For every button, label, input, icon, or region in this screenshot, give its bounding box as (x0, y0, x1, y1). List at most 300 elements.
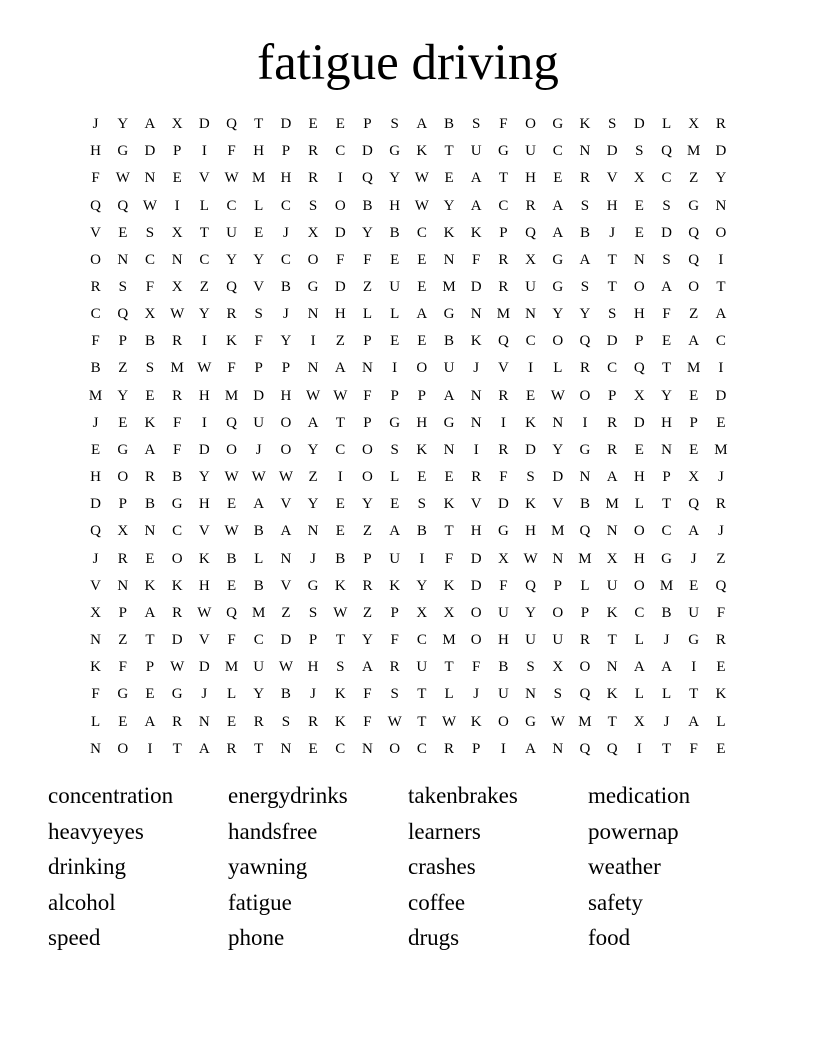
grid-letter: V (497, 360, 509, 377)
grid-letter: W (115, 170, 130, 187)
grid-letter: Q (226, 604, 237, 621)
grid-letter: B (579, 496, 590, 513)
grid-letter: I (528, 360, 534, 377)
grid-letter: K (334, 577, 346, 594)
grid-letter: Q (688, 251, 700, 268)
grid-letter: E (634, 224, 644, 241)
grid-letter: A (470, 170, 482, 187)
grid-letter: E (390, 333, 400, 350)
grid-letter: Z (199, 279, 209, 296)
grid-letter: N (606, 523, 618, 540)
grid-letter: D (633, 116, 645, 133)
grid-letter: X (633, 170, 645, 187)
grid-letter: E (335, 523, 345, 540)
grid-letter: J (663, 713, 670, 730)
word-list-item: crashes (408, 854, 476, 880)
grid-letter: O (362, 469, 373, 486)
grid-letter: O (525, 116, 537, 133)
grid-letter: E (716, 740, 726, 757)
grid-letter: R (525, 197, 536, 214)
grid-letter: Z (335, 333, 345, 350)
grid-letter: E (390, 496, 400, 513)
grid-letter: W (333, 604, 348, 621)
grid-letter: Q (226, 116, 237, 133)
grid-letter: Y (307, 496, 319, 513)
grid-letter: B (362, 197, 373, 214)
word-list-item: powernap (588, 818, 679, 844)
grid-letter: T (716, 279, 726, 296)
grid-letter: M (224, 659, 239, 676)
grid-letter: I (718, 360, 724, 377)
grid-letter: P (689, 414, 698, 431)
grid-letter: H (198, 577, 210, 594)
grid-letter: N (443, 251, 455, 268)
grid-letter: A (144, 604, 156, 621)
grid-letter: G (552, 279, 564, 296)
grid-letter: O (117, 740, 129, 757)
grid-letter: P (281, 143, 291, 160)
grid-letter: H (606, 197, 618, 214)
grid-letter: S (390, 441, 399, 458)
grid-letter: K (334, 713, 346, 730)
grid-letter: D (280, 632, 292, 649)
grid-letter: H (525, 523, 537, 540)
grid-letter: Y (579, 306, 591, 323)
grid-letter: P (580, 604, 590, 621)
grid-letter: C (607, 360, 618, 377)
grid-letter: C (525, 333, 536, 350)
grid-letter: E (716, 659, 726, 676)
grid-letter: L (634, 632, 644, 649)
grid-letter: I (392, 360, 398, 377)
grid-letter: R (498, 387, 509, 404)
grid-letter: Y (117, 387, 129, 404)
grid-letter: N (307, 523, 319, 540)
grid-letter: L (91, 713, 101, 730)
grid-letter: F (363, 686, 372, 703)
grid-letter: E (145, 686, 155, 703)
grid-letter: U (606, 577, 618, 594)
grid-letter: C (416, 632, 427, 649)
grid-letter: A (688, 523, 700, 540)
grid-letter: D (606, 143, 618, 160)
grid-letter: E (634, 441, 644, 458)
grid-letter: Z (689, 306, 699, 323)
grid-letter: W (224, 170, 239, 187)
grid-letter: I (174, 197, 180, 214)
grid-letter: I (691, 659, 697, 676)
grid-letter: Z (716, 550, 726, 567)
grid-letter: S (417, 496, 427, 513)
grid-letter: N (362, 360, 373, 377)
grid-letter: Z (362, 279, 373, 296)
grid-letter: H (253, 143, 265, 160)
grid-letter: H (416, 414, 428, 431)
grid-letter: F (716, 604, 726, 621)
grid-letter: Q (362, 170, 373, 187)
grid-letter: P (417, 387, 427, 404)
grid-letter: B (335, 550, 346, 567)
grid-row (82, 192, 735, 219)
grid-letter: A (470, 197, 482, 214)
grid-letter: H (280, 170, 292, 187)
grid-letter: J (717, 523, 724, 540)
grid-letter: R (715, 496, 726, 513)
grid-letter: L (580, 577, 590, 594)
grid-letter: N (90, 632, 102, 649)
grid-letter: C (498, 197, 509, 214)
grid-letter: I (500, 740, 506, 757)
grid-letter: N (117, 251, 129, 268)
grid-letter: Q (661, 143, 672, 160)
grid-letter: H (497, 632, 509, 649)
grid-letter: E (689, 441, 699, 458)
grid-letter: X (117, 523, 129, 540)
grid-letter: Q (579, 333, 591, 350)
grid-letter: G (117, 441, 129, 458)
grid-letter: A (280, 523, 292, 540)
grid-letter: R (90, 279, 101, 296)
grid-letter: L (390, 306, 400, 323)
grid-letter: A (552, 197, 564, 214)
grid-letter: F (363, 251, 372, 268)
grid-letter: E (226, 577, 237, 594)
grid-letter: E (118, 414, 128, 431)
grid-letter: O (117, 469, 129, 486)
grid-letter: Q (606, 740, 618, 757)
grid-row (82, 573, 735, 600)
grid-letter: Y (362, 632, 373, 649)
word-list-item: fatigue (228, 889, 292, 915)
grid-letter: V (198, 523, 210, 540)
grid-letter: Y (552, 306, 564, 323)
grid-letter: U (525, 279, 537, 296)
grid-letter: M (714, 441, 728, 458)
grid-letter: J (717, 469, 724, 486)
grid-letter: S (607, 116, 617, 133)
grid-letter: N (117, 577, 129, 594)
grid-letter: N (443, 441, 455, 458)
grid-letter: F (118, 659, 127, 676)
grid-letter: J (690, 550, 697, 567)
grid-letter: Q (579, 686, 591, 703)
grid-letter: N (144, 170, 156, 187)
grid-letter: P (254, 360, 263, 377)
grid-letter: N (198, 713, 210, 730)
grid-letter: S (254, 306, 263, 323)
grid-letter: R (607, 441, 618, 458)
grid-letter: F (91, 333, 100, 350)
grid-letter: T (172, 740, 182, 757)
grid-letter: U (525, 632, 537, 649)
grid-letter: B (444, 116, 455, 133)
grid-letter: V (198, 170, 210, 187)
grid-letter: J (663, 632, 670, 649)
grid-letter: M (224, 387, 239, 404)
word-list-item: drinking (48, 854, 126, 880)
grid-letter: O (552, 604, 564, 621)
grid-row (82, 708, 735, 735)
grid-letter: J (282, 306, 289, 323)
grid-letter: D (715, 143, 727, 160)
grid-letter: L (634, 686, 644, 703)
grid-letter: P (363, 550, 372, 567)
grid-letter: M (88, 387, 103, 404)
grid-letter: Q (688, 496, 700, 513)
grid-letter: M (496, 306, 511, 323)
grid-letter: E (308, 740, 318, 757)
grid-letter: I (419, 550, 425, 567)
grid-letter: R (607, 414, 618, 431)
grid-letter: F (363, 713, 372, 730)
grid-letter: E (689, 577, 699, 594)
grid-letter: N (280, 740, 292, 757)
grid-letter: A (362, 659, 373, 676)
word-list-item: learners (408, 818, 481, 844)
grid-letter: W (278, 469, 293, 486)
grid-letter: U (416, 659, 428, 676)
grid-letter: U (389, 279, 401, 296)
grid-letter: Q (525, 224, 537, 241)
grid-letter: C (199, 251, 210, 268)
grid-letter: B (90, 360, 101, 377)
grid-letter: O (280, 441, 292, 458)
grid-letter: X (606, 550, 618, 567)
grid-letter: L (716, 713, 726, 730)
grid-letter: V (90, 224, 102, 241)
grid-letter: B (444, 333, 455, 350)
grid-letter: Q (117, 306, 129, 323)
grid-letter: F (444, 550, 454, 567)
grid-letter: H (389, 197, 401, 214)
grid-letter: K (144, 414, 156, 431)
grid-letter: C (335, 143, 346, 160)
grid-letter: R (308, 143, 319, 160)
grid-letter: W (387, 713, 402, 730)
grid-letter: J (255, 441, 262, 458)
grid-letter: S (472, 116, 481, 133)
grid-letter: F (499, 116, 508, 133)
grid-letter: E (716, 414, 726, 431)
grid-letter: O (552, 333, 564, 350)
grid-letter: U (443, 360, 455, 377)
grid-letter: R (715, 116, 726, 133)
grid-letter: G (497, 143, 509, 160)
grid-letter: U (470, 143, 482, 160)
grid-letter: K (171, 577, 183, 594)
grid-letter: I (201, 143, 207, 160)
grid-letter: L (661, 116, 672, 133)
grid-letter: C (172, 523, 183, 540)
grid-letter: Y (198, 306, 210, 323)
grid-letter: K (470, 224, 482, 241)
grid-letter: K (443, 577, 455, 594)
grid-letter: X (688, 116, 700, 133)
grid-letter: Z (689, 170, 699, 187)
grid-letter: Q (525, 577, 537, 594)
grid-letter: P (363, 116, 372, 133)
grid-letter: C (416, 740, 427, 757)
grid-letter: E (417, 469, 427, 486)
grid-letter: W (278, 659, 293, 676)
grid-letter: P (281, 360, 291, 377)
grid-letter: T (444, 659, 454, 676)
grid-letter: G (389, 143, 401, 160)
grid-letter: F (363, 387, 372, 404)
grid-letter: I (500, 414, 506, 431)
grid-letter: F (91, 170, 100, 187)
grid-row (82, 681, 735, 708)
grid-letter: E (444, 170, 454, 187)
grid-letter: A (144, 713, 156, 730)
grid-letter: T (335, 632, 345, 649)
grid-letter: J (282, 224, 289, 241)
grid-letter: X (525, 251, 537, 268)
grid-letter: U (525, 143, 537, 160)
grid-letter: W (224, 469, 239, 486)
grid-letter: A (334, 360, 346, 377)
grid-letter: E (689, 387, 699, 404)
grid-letter: B (661, 604, 672, 621)
grid-letter: C (416, 224, 427, 241)
grid-letter: Q (688, 224, 700, 241)
grid-letter: I (636, 740, 642, 757)
grid-letter: P (553, 577, 562, 594)
grid-letter: Q (117, 197, 129, 214)
grid-letter: R (498, 441, 509, 458)
grid-letter: C (226, 197, 237, 214)
grid-letter: G (117, 143, 129, 160)
grid-letter: E (254, 224, 264, 241)
grid-letter: K (416, 441, 428, 458)
grid-letter: K (715, 686, 727, 703)
grid-letter: T (254, 116, 264, 133)
grid-letter: T (254, 740, 264, 757)
grid-letter: V (280, 577, 292, 594)
grid-letter: H (334, 306, 346, 323)
grid-letter: R (226, 306, 237, 323)
grid-letter: T (607, 713, 617, 730)
grid-letter: B (280, 686, 291, 703)
grid-letter: K (389, 577, 401, 594)
grid-letter: T (145, 632, 155, 649)
word-list-item: heavyeyes (48, 818, 144, 844)
grid-letter: R (172, 713, 183, 730)
grid-letter: C (552, 143, 563, 160)
grid-letter: W (197, 604, 212, 621)
grid-letter: L (444, 686, 454, 703)
grid-letter: D (90, 496, 102, 513)
grid-letter: I (201, 333, 207, 350)
grid-letter: M (578, 550, 592, 567)
grid-letter: Y (661, 387, 672, 404)
word-list-item: phone (228, 925, 285, 951)
grid-letter: Y (552, 441, 564, 458)
grid-letter: A (389, 523, 401, 540)
grid-letter: K (334, 686, 346, 703)
grid-letter: L (362, 306, 373, 323)
grid-letter: N (525, 686, 537, 703)
grid-letter: E (172, 170, 182, 187)
grid-letter: T (607, 279, 617, 296)
grid-letter: D (470, 279, 482, 296)
grid-letter: Q (579, 740, 591, 757)
grid-letter: F (336, 251, 345, 268)
grid-letter: O (470, 604, 482, 621)
word-list (48, 780, 768, 958)
word-list-item: speed (48, 925, 101, 951)
grid-letter: T (607, 632, 617, 649)
grid-letter: S (526, 659, 535, 676)
grid-row (82, 546, 735, 573)
grid-letter: Q (90, 197, 102, 214)
grid-letter: G (389, 414, 401, 431)
grid-letter: Z (118, 360, 128, 377)
grid-letter: X (90, 604, 102, 621)
grid-letter: R (389, 659, 400, 676)
grid-letter: G (307, 577, 319, 594)
grid-letter: Z (362, 523, 373, 540)
grid-letter: P (118, 604, 127, 621)
grid-letter: C (634, 604, 645, 621)
grid-row (82, 736, 735, 763)
grid-letter: C (253, 632, 264, 649)
grid-letter: A (661, 659, 672, 676)
grid-row (82, 247, 735, 274)
grid-letter: P (118, 333, 127, 350)
grid-letter: M (170, 360, 184, 377)
grid-letter: E (118, 713, 128, 730)
grid-letter: B (253, 577, 264, 594)
grid-letter: O (497, 713, 509, 730)
grid-row (82, 328, 735, 355)
grid-letter: F (91, 686, 100, 703)
grid-letter: K (443, 224, 455, 241)
grid-letter: N (307, 306, 319, 323)
grid-letter: C (335, 740, 346, 757)
grid-letter: A (443, 387, 455, 404)
grid-letter: Q (226, 279, 237, 296)
grid-letter: T (417, 713, 427, 730)
grid-letter: R (579, 632, 590, 649)
grid-letter: T (444, 143, 454, 160)
grid-letter: X (171, 279, 183, 296)
grid-letter: Y (226, 251, 237, 268)
grid-letter: S (308, 604, 318, 621)
grid-letter: W (224, 523, 239, 540)
grid-letter: V (552, 496, 564, 513)
grid-letter: X (552, 659, 564, 676)
grid-letter: G (688, 197, 700, 214)
grid-letter: X (633, 713, 645, 730)
grid-letter: W (170, 659, 185, 676)
grid-letter: X (688, 469, 700, 486)
grid-letter: O (389, 740, 401, 757)
grid-letter: L (199, 197, 209, 214)
grid-letter: N (579, 469, 591, 486)
grid-letter: T (199, 224, 209, 241)
grid-letter: B (253, 523, 264, 540)
grid-letter: J (201, 686, 208, 703)
grid-letter: B (280, 279, 291, 296)
grid-letter: E (661, 333, 672, 350)
grid-letter: I (718, 251, 724, 268)
grid-letter: Q (90, 523, 102, 540)
grid-letter: E (417, 251, 427, 268)
grid-letter: H (661, 414, 672, 431)
grid-letter: E (118, 224, 128, 241)
grid-letter: A (253, 496, 265, 513)
